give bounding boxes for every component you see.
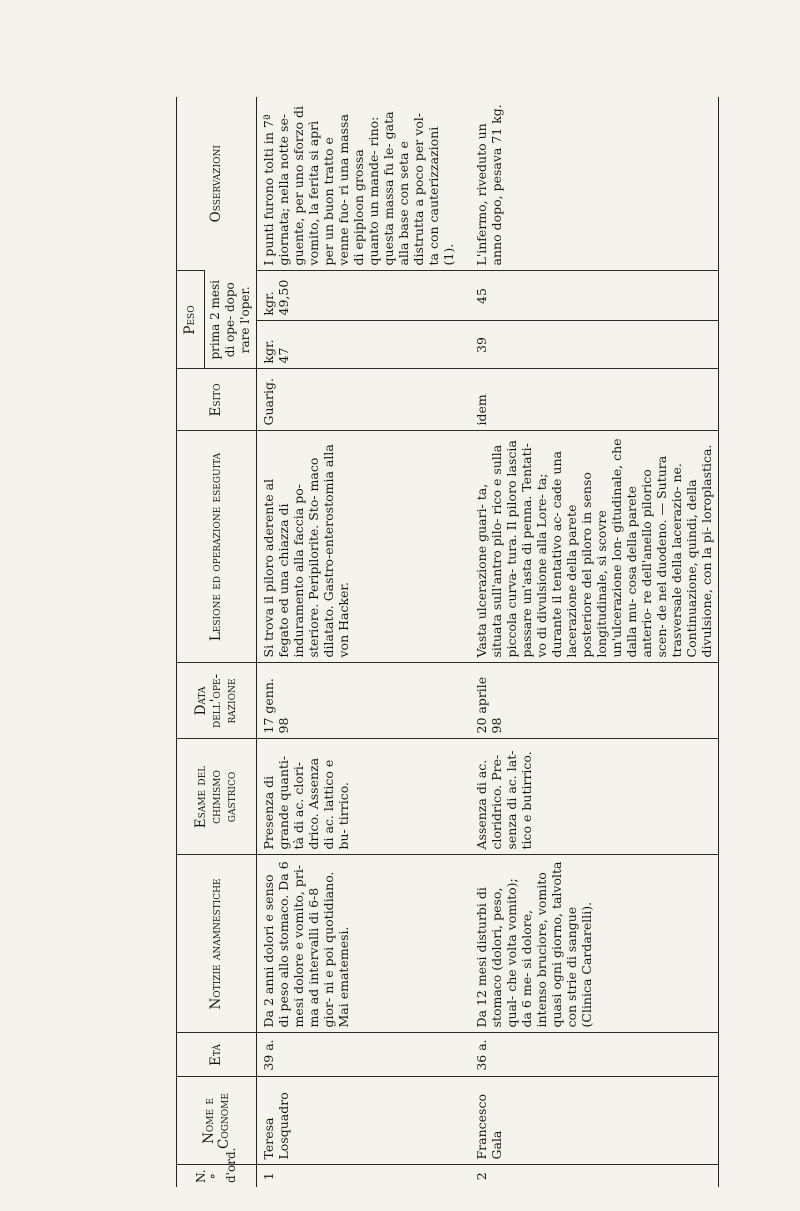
- patient-age: 39 a.: [257, 1033, 471, 1077]
- header-anamnesis: Notizie anamnestiche: [177, 855, 257, 1033]
- header-lesion: Lesione ed operazione eseguita: [177, 431, 257, 663]
- header-number: N.° d'ord.: [177, 1165, 257, 1187]
- header-weight: Peso: [177, 271, 205, 369]
- row-number: 1: [257, 1165, 471, 1187]
- operation-date: 17 genn. 98: [257, 663, 471, 739]
- table-row: [257, 97, 471, 1187]
- chemistry-text: Assenza di ac. cloridrico. Pre- senza di ac. lat- tico e butirrico.: [470, 739, 719, 855]
- header-observations: Osservazioni: [177, 97, 257, 271]
- weight-before: kgr. 47: [257, 321, 471, 369]
- observations-text: I punti furono tolti in 7ª giornata; nella notte se- guente, per uno sforzo di vomito, la ferita si aprì per un buon tratto e venne fuo- ri una massa di epiploon grossa quanto un mande- rino: questa massa fu le- gata alla base con seta e distrutta a poco per vol- ta con cauterizzazioni (1).: [261, 106, 456, 266]
- header-operation-date: Data dell'ope- razione: [177, 663, 257, 739]
- weight-after: kgr. 49,50: [257, 271, 471, 321]
- anamnesis-text: Da 12 mesi disturbi di stomaco (dolori, peso, qual- che volta vomito); da 6 me- si dolore, intenso bruciore, vomito quasi ogni giorno, talvolta con strie di sangue (Clinica Cardarelli).: [470, 855, 719, 1033]
- patient-name: Teresa Losquadro: [257, 1077, 471, 1165]
- chemistry-text: Presenza di grande quanti- tà di ac. clori- drico. Assenza di ac. lattico e bu- tirrico.: [257, 739, 471, 855]
- header-weight-sub: prima 2 mesi di ope- dopo rare l'oper.: [205, 271, 257, 369]
- header-gastric-chemistry: Esame del chimismo gastrico: [177, 739, 257, 855]
- lesion-text: Si trova il piloro aderente al fegato ed una chiazza di induramento alla faccia po- steriore. Peripilorite. Sto- maco dilatato. Gastro-enterostomia alla von Hacker.: [257, 431, 471, 663]
- outcome: Guarig.: [257, 369, 471, 431]
- lesion-text: Vasta ulcerazione guari- ta, situata sull'antro pilo- rico e sulla piccola curva- tura. Il piloro lascia passare un'asta di penna. Tentati- vo di divulsione alla Lore- ta; durante il tentativo ac- cade una lacerazione della parete posteriore del piloro in senso longitudinale, si scovre un'ulcerazione lon- gitudinale, che dalla mu- cosa della parete anterio- re dell'anello pilorico scen- de nel duodeno. — Sutura trasversale della lacerazio- ne. Continuazione, quindi, della divulsione, con la pi- loroplastica.: [470, 431, 719, 663]
- row-number: 2: [470, 1165, 719, 1187]
- patient-age: 36 a.: [470, 1033, 719, 1077]
- observations-text: L'infermo, riveduto un anno dopo, pesava 71 kg.: [470, 97, 719, 271]
- header-age: Età: [177, 1033, 257, 1077]
- outcome: idem: [470, 369, 719, 431]
- operation-date: 20 aprile 98: [470, 663, 719, 739]
- header-outcome: Esito: [177, 369, 257, 431]
- anamnesis-text: Da 2 anni dolori e senso di peso allo stomaco. Da 6 mesi dolore e vomito, pri- ma ad intervalli di 6-8 gior- ni e poi quotidiano. Mai ematemesi.: [257, 855, 471, 1033]
- header-name: Nome e Cognome: [177, 1077, 257, 1165]
- weight-before: 39: [470, 321, 719, 369]
- weight-after: 45: [470, 271, 719, 321]
- table-row: [470, 97, 719, 1187]
- clinical-table: [176, 97, 719, 1187]
- patient-name: Francesco Gala: [470, 1077, 719, 1165]
